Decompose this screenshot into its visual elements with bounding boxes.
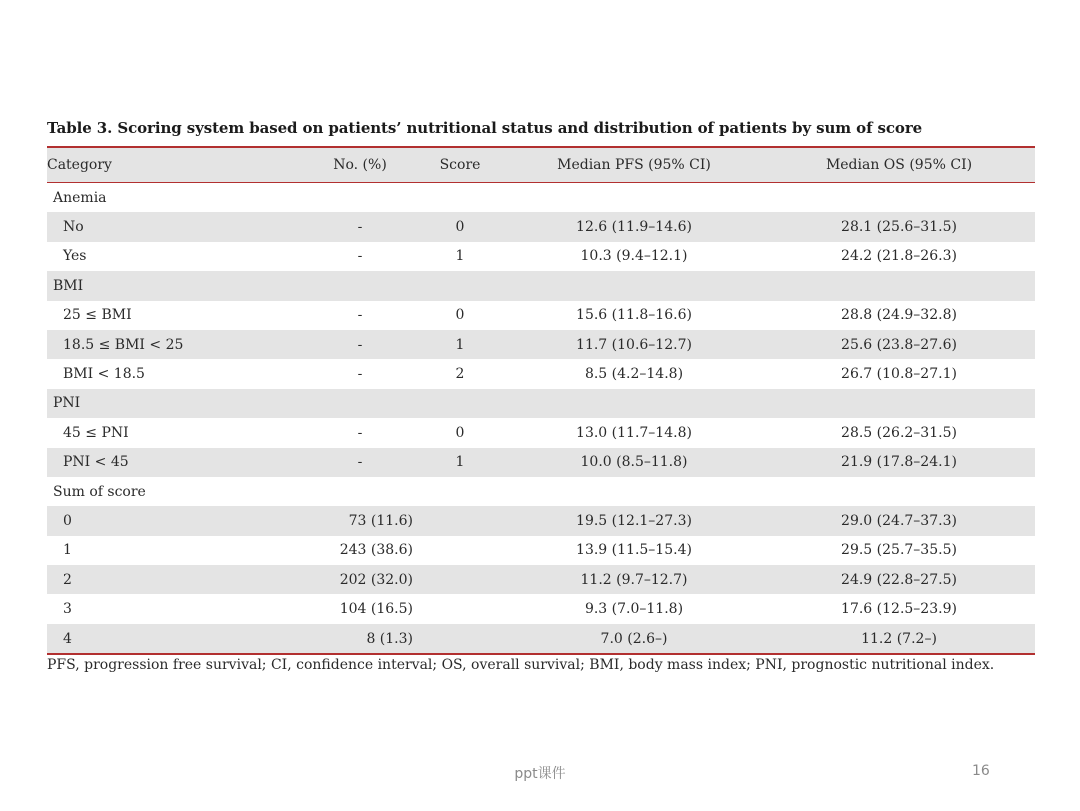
cell-category: 2 <box>63 571 72 588</box>
table-row <box>47 212 1035 241</box>
cell-no: 104 (16.5) <box>339 601 413 618</box>
cell-category: 3 <box>63 601 72 618</box>
cell-os: 29.5 (25.7–35.5) <box>841 542 957 559</box>
cell-category: PNI <box>53 395 81 412</box>
table-group-row <box>47 389 1035 418</box>
cell-pfs: 15.6 (11.8–16.6) <box>576 307 692 324</box>
header-os: Median OS (95% CI) <box>825 157 973 173</box>
cell-category: BMI <box>53 277 84 294</box>
cell-category: Yes <box>63 248 87 265</box>
table-row <box>47 418 1035 447</box>
cell-score: 1 <box>455 454 465 471</box>
cell-score: 0 <box>455 307 465 324</box>
data-table <box>47 146 1035 655</box>
cell-os: 28.8 (24.9–32.8) <box>841 307 957 324</box>
table-group-row <box>47 183 1035 213</box>
table-title: Table 3. Scoring system based on patients’ nutritional status and distribution of patients by sum of score <box>47 119 923 137</box>
cell-score: 2 <box>455 366 465 383</box>
cell-category: 0 <box>63 512 72 529</box>
cell-os: 25.6 (23.8–27.6) <box>841 336 957 353</box>
cell-score <box>415 183 505 213</box>
cell-pfs: 13.9 (11.5–15.4) <box>576 542 692 559</box>
cell-os: 24.2 (21.8–26.3) <box>841 248 957 265</box>
table-row <box>47 594 1035 623</box>
cell-os: 29.0 (24.7–37.3) <box>841 512 957 529</box>
header-no: No. (%) <box>333 157 387 173</box>
table-row <box>47 624 1035 654</box>
cell-category: Sum of score <box>53 483 146 500</box>
table-row <box>47 448 1035 477</box>
cell-no: - <box>357 219 363 236</box>
cell-no: - <box>357 248 363 265</box>
cell-no <box>305 183 415 213</box>
header-row <box>47 147 1035 183</box>
cell-score <box>415 271 505 300</box>
cell-pfs: 7.0 (2.6–) <box>600 630 668 647</box>
cell-category: 45 ≤ PNI <box>63 424 129 441</box>
table-row <box>47 301 1035 330</box>
cell-os: 17.6 (12.5–23.9) <box>841 601 957 618</box>
table-row <box>47 565 1035 594</box>
cell-category: No <box>63 219 84 236</box>
table-row <box>47 242 1035 271</box>
cell-no <box>305 389 415 418</box>
table-row <box>47 330 1035 359</box>
header-pfs: Median PFS (95% CI) <box>557 157 711 173</box>
cell-os <box>763 183 1035 213</box>
cell-score <box>415 477 505 506</box>
table-row <box>47 506 1035 535</box>
cell-os: 28.5 (26.2–31.5) <box>841 424 957 441</box>
cell-no <box>305 477 415 506</box>
table-footnote: PFS, progression free survival; CI, confidence interval; OS, overall survival; BMI, body mass index; PNI, prognostic nutritional index. <box>47 657 995 673</box>
cell-category: 18.5 ≤ BMI < 25 <box>63 336 184 353</box>
cell-no: - <box>357 424 363 441</box>
cell-category: 4 <box>63 630 72 647</box>
cell-category: 25 ≤ BMI <box>63 307 132 324</box>
cell-score <box>415 565 505 594</box>
slide-footer-text: ppt课件 <box>514 766 566 782</box>
cell-pfs: 19.5 (12.1–27.3) <box>576 512 692 529</box>
cell-pfs <box>505 183 763 213</box>
cell-no: 73 (11.6) <box>348 512 413 529</box>
cell-os: 24.9 (22.8–27.5) <box>841 571 957 588</box>
header-score: Score <box>439 157 481 173</box>
cell-score <box>415 506 505 535</box>
table-group-row <box>47 477 1035 506</box>
table-row <box>47 359 1035 388</box>
cell-score <box>415 389 505 418</box>
table-row <box>47 536 1035 565</box>
cell-os <box>763 389 1035 418</box>
cell-pfs: 9.3 (7.0–11.8) <box>584 601 684 618</box>
cell-no: 8 (1.3) <box>366 630 413 647</box>
cell-score: 0 <box>455 424 465 441</box>
cell-os: 11.2 (7.2–) <box>861 630 937 647</box>
cell-score: 1 <box>455 336 465 353</box>
cell-no: - <box>357 307 363 324</box>
cell-category: BMI < 18.5 <box>63 366 145 383</box>
cell-pfs: 11.2 (9.7–12.7) <box>580 571 688 588</box>
page-number: 16 <box>972 763 990 779</box>
cell-no: - <box>357 454 363 471</box>
table-group-row <box>47 271 1035 300</box>
cell-score <box>415 536 505 565</box>
cell-os <box>763 271 1035 300</box>
table-header <box>47 147 1035 183</box>
cell-os: 21.9 (17.8–24.1) <box>841 454 957 471</box>
cell-pfs <box>505 389 763 418</box>
cell-pfs <box>505 271 763 300</box>
cell-no: - <box>357 366 363 383</box>
cell-pfs: 11.7 (10.6–12.7) <box>576 336 692 353</box>
cell-pfs: 12.6 (11.9–14.6) <box>576 219 692 236</box>
header-category: Category <box>47 157 112 173</box>
cell-score: 1 <box>455 248 465 265</box>
cell-score <box>415 594 505 623</box>
cell-pfs: 8.5 (4.2–14.8) <box>584 366 684 383</box>
cell-no: 202 (32.0) <box>339 571 413 588</box>
cell-pfs: 10.3 (9.4–12.1) <box>580 248 688 265</box>
cell-os: 28.1 (25.6–31.5) <box>841 219 957 236</box>
cell-no: - <box>357 336 363 353</box>
cell-category: 1 <box>63 542 72 559</box>
cell-category: PNI < 45 <box>63 454 129 471</box>
table-body <box>47 183 1035 655</box>
cell-category: Anemia <box>53 189 107 206</box>
cell-pfs: 13.0 (11.7–14.8) <box>576 424 692 441</box>
table-container <box>47 146 1035 655</box>
cell-score: 0 <box>455 219 465 236</box>
cell-os: 26.7 (10.8–27.1) <box>841 366 957 383</box>
cell-no: 243 (38.6) <box>339 542 413 559</box>
cell-score <box>415 624 505 654</box>
cell-no <box>305 271 415 300</box>
cell-pfs: 10.0 (8.5–11.8) <box>580 454 688 471</box>
cell-pfs <box>505 477 763 506</box>
cell-os <box>763 477 1035 506</box>
